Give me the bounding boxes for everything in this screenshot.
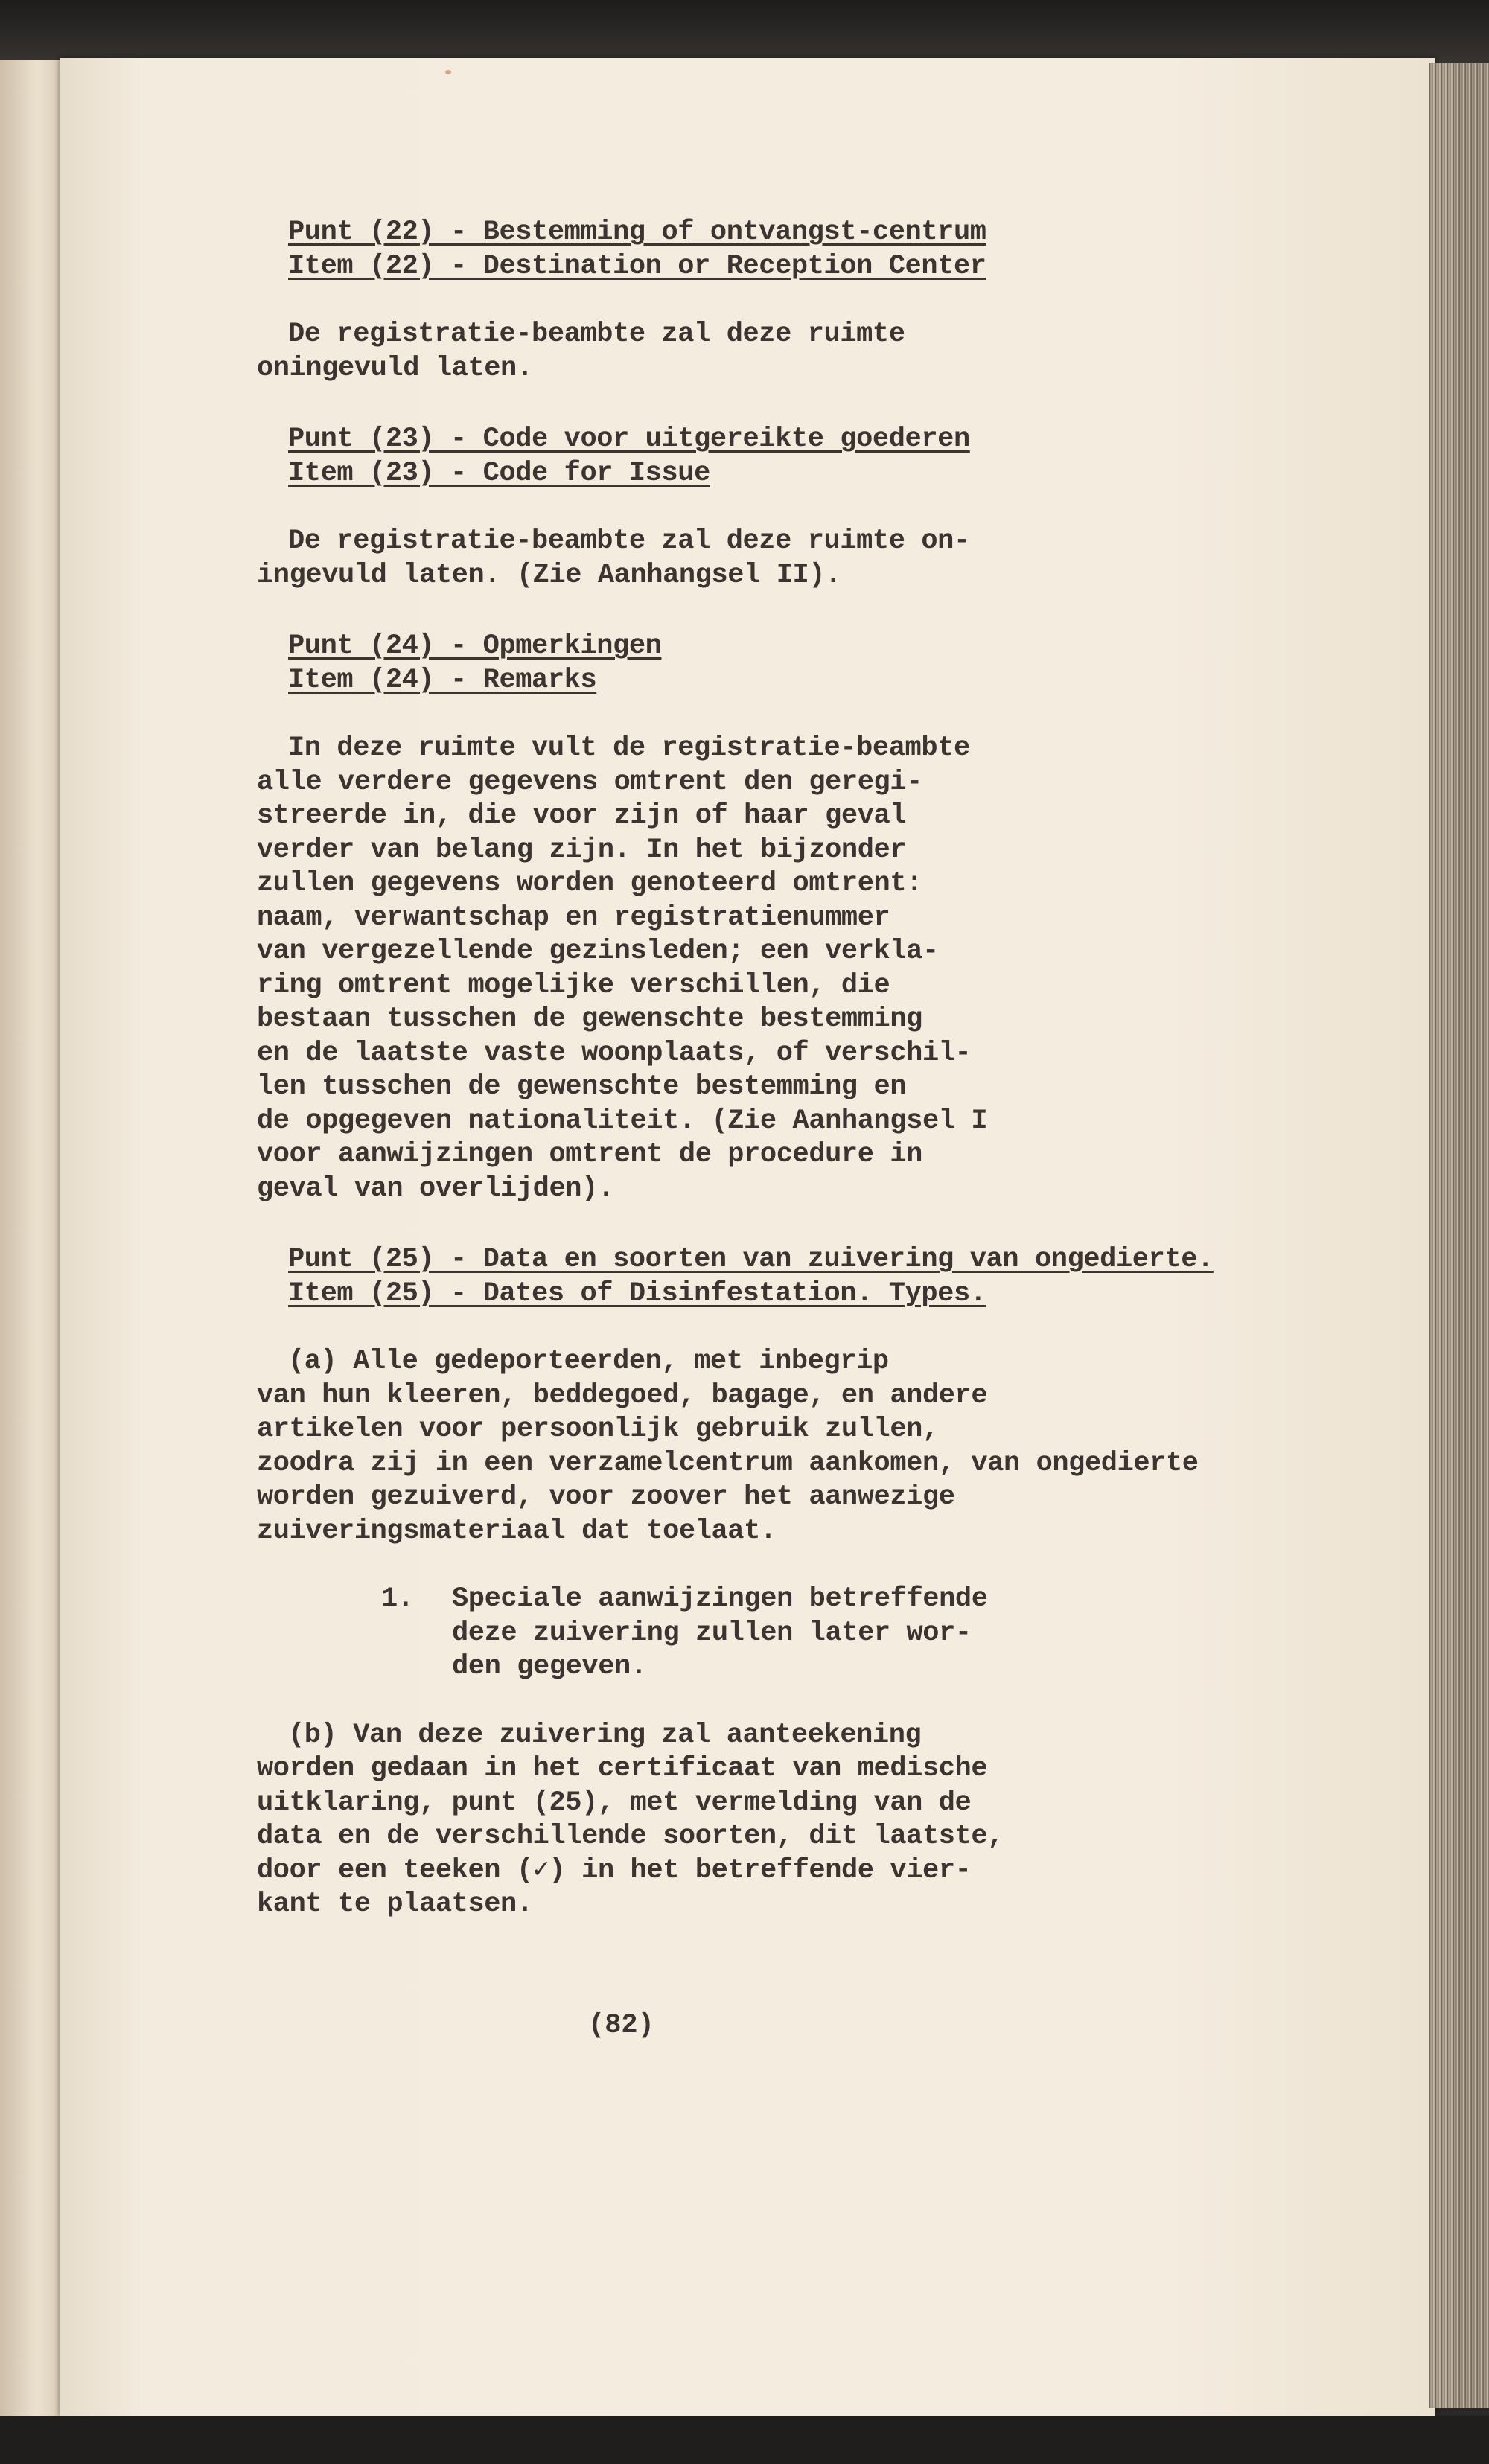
body-22-line: oningevuld laten. xyxy=(257,352,533,384)
body-24-line: ring omtrent mogelijke verschillen, die xyxy=(257,969,890,1001)
body-23-line: ingevuld laten. (Zie Aanhangsel II). xyxy=(257,559,841,591)
para-a-line: zuiveringsmateriaal dat toelaat. xyxy=(257,1515,777,1547)
para-b-line: data en de verschillende soorten, dit laatste, xyxy=(257,1821,1004,1852)
note-line: deze zuivering zullen later wor- xyxy=(452,1617,972,1649)
body-24-line: verder van belang zijn. In het bijzonder xyxy=(257,834,907,866)
para-a-line: zoodra zij in een verzamelcentrum aankomen, van ongedierte xyxy=(257,1447,1199,1479)
para-b-line: uitklaring, punt (25), met vermelding van de xyxy=(257,1787,972,1819)
para-b-line: (b) Van deze zuivering zal aanteekening xyxy=(288,1719,922,1751)
para-a-line: van hun kleeren, beddegoed, bagage, en andere xyxy=(257,1379,988,1411)
body-24-line: en de laatste vaste woonplaats, of verschil- xyxy=(257,1037,972,1069)
note-number: 1. xyxy=(381,1583,414,1615)
heading-24-nl: Punt (24) - Opmerkingen xyxy=(288,631,662,662)
body-24-line: zullen gegevens worden genoteerd omtrent: xyxy=(257,868,922,899)
page-number: (82) xyxy=(588,2010,654,2041)
body-24-line: bestaan tusschen de gewenschte bestemming xyxy=(257,1003,922,1035)
para-a-line: (a) Alle gedeporteerden, met inbegrip xyxy=(288,1346,889,1377)
body-22-line: De registratie-beambte zal deze ruimte xyxy=(288,319,905,350)
heading-22-nl: Punt (22) - Bestemming of ontvangst-centrum xyxy=(288,217,986,248)
para-a-line: worden gezuiverd, voor zoover het aanwezige xyxy=(257,1481,955,1513)
heading-22-en: Item (22) - Destination or Reception Center xyxy=(288,250,986,282)
body-24-line: voor aanwijzingen omtrent de procedure in xyxy=(257,1139,922,1170)
para-b-line: door een teeken (✓) in het betreffende vier- xyxy=(257,1854,972,1886)
para-a-line: artikelen voor persoonlijk gebruik zullen, xyxy=(257,1414,939,1445)
body-24-line: len tusschen de gewenschte bestemming en xyxy=(257,1071,907,1102)
body-24-line: naam, verwantschap en registratienummer xyxy=(257,901,890,933)
body-24-line: In deze ruimte vult de registratie-beambte xyxy=(288,733,970,764)
body-24-line: van vergezellende gezinsleden; een verkla- xyxy=(257,936,939,967)
heading-25-en: Item (25) - Dates of Disinfestation. Types. xyxy=(288,1277,986,1309)
note-line: Speciale aanwijzingen betreffende xyxy=(452,1583,988,1615)
heading-23-en: Item (23) - Code for Issue xyxy=(288,457,710,489)
page-text xyxy=(257,216,1299,1922)
body-23-line: De registratie-beambte zal deze ruimte on- xyxy=(288,526,970,557)
body-24-line: streerde in, die voor zijn of haar geval xyxy=(257,800,907,832)
note-line: den gegeven. xyxy=(452,1651,647,1682)
bottom-shadow xyxy=(0,2416,1489,2464)
heading-24-en: Item (24) - Remarks xyxy=(288,664,597,696)
para-b-line: worden gedaan in het certificaat van medische xyxy=(257,1753,988,1784)
body-24-line: alle verdere gegevens omtrent den geregi- xyxy=(257,766,922,798)
para-b-line: kant te plaatsen. xyxy=(257,1889,533,1920)
heading-25-nl: Punt (25) - Data en soorten van zuivering van ongedierte. xyxy=(288,1244,1214,1275)
numbered-note xyxy=(381,1583,1299,1685)
body-24-line: de opgegeven nationaliteit. (Zie Aanhangsel I xyxy=(257,1105,988,1137)
page-stack-edges xyxy=(1429,63,1489,2408)
ink-spot xyxy=(445,70,451,74)
heading-23-nl: Punt (23) - Code voor uitgereikte goederen xyxy=(288,424,970,455)
body-24-line: geval van overlijden). xyxy=(257,1172,614,1204)
